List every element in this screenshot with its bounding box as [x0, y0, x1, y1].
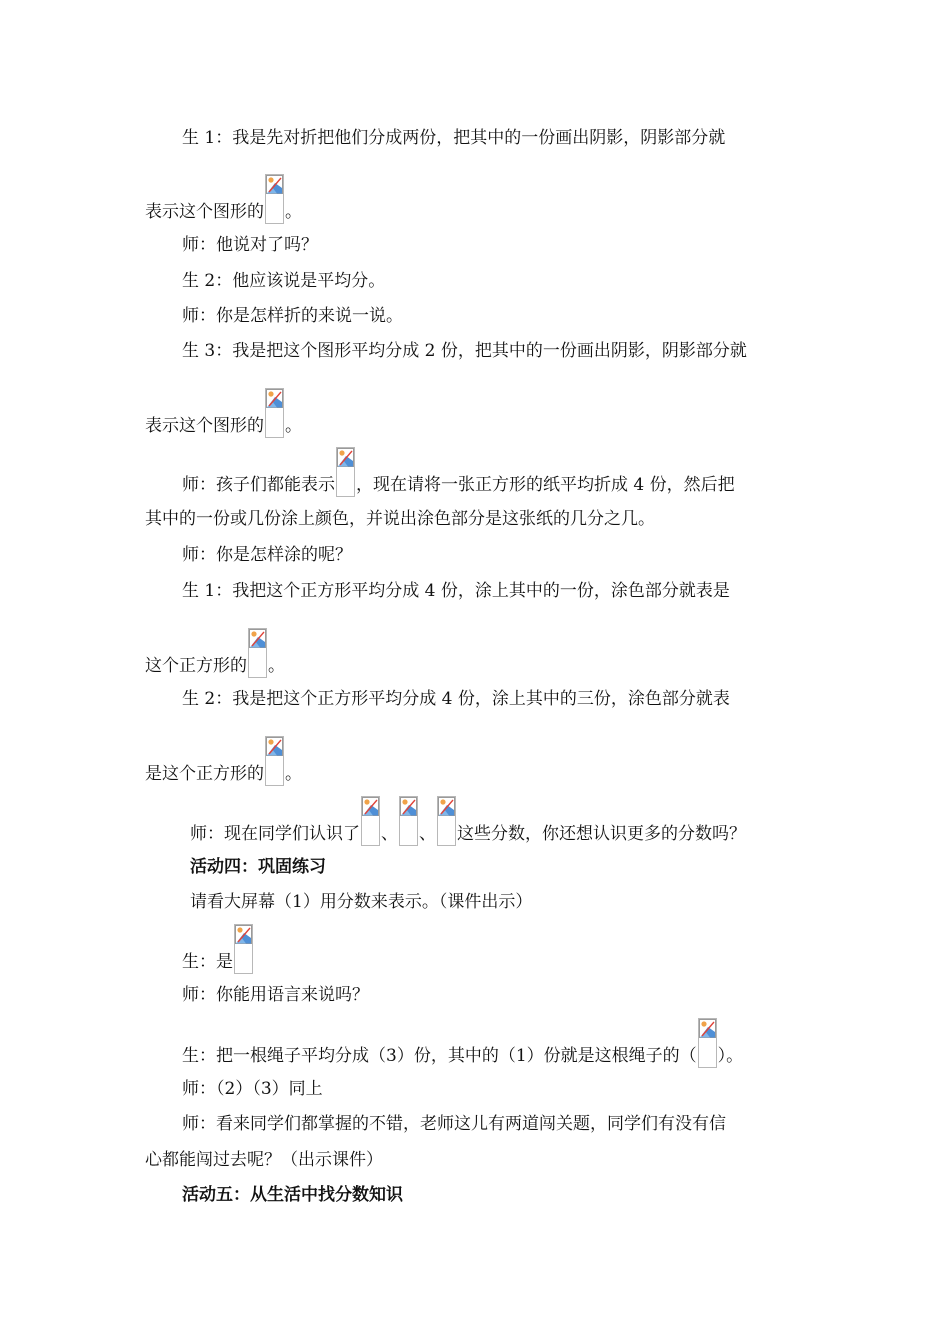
fraction-image-icon	[265, 736, 284, 786]
line-text-before: 师：现在同学们认识了	[190, 824, 360, 844]
paragraph-line-19: 师：你能用语言来说吗？	[182, 985, 369, 1005]
line-text-after: ，现在请将一张正方形的纸平均折成 4 份，然后把	[356, 475, 735, 495]
paragraph-line-20	[182, 1018, 743, 1068]
paragraph-line-23: 心都能闯过去呢？（出示课件）	[145, 1150, 383, 1170]
separator: 、	[381, 824, 398, 844]
fraction-image-icon	[265, 174, 284, 224]
line-text-before: 是这个正方形的	[145, 764, 264, 784]
line-text-after: 。	[268, 656, 285, 676]
paragraph-line-15	[190, 796, 746, 846]
paragraph-line-8	[182, 447, 735, 497]
paragraph-line-17: 请看大屏幕（1）用分数来表示。（课件出示）	[190, 892, 533, 912]
paragraph-line-6: 生 3：我是把这个图形平均分成 2 份，把其中的一份画出阴影，阴影部分就	[182, 341, 747, 361]
section-heading-activity-5: 活动五：从生活中找分数知识	[182, 1185, 403, 1205]
fraction-image-icon	[361, 796, 380, 846]
line-text-after: 这些分数，你还想认识更多的分数吗？	[457, 824, 746, 844]
paragraph-line-11: 生 1：我把这个正方形平均分成 4 份，涂上其中的一份，涂色部分就表是	[182, 581, 730, 601]
paragraph-line-7	[145, 388, 302, 438]
fraction-image-icon	[265, 388, 284, 438]
line-text-before: 师：孩子们都能表示	[182, 475, 335, 495]
line-text-before: 生：是	[182, 952, 233, 972]
fraction-image-icon	[399, 796, 418, 846]
paragraph-line-1: 生 1：我是先对折把他们分成两份，把其中的一份画出阴影，阴影部分就	[182, 128, 726, 148]
line-text-before: 表示这个图形的	[145, 202, 264, 222]
line-text-before: 表示这个图形的	[145, 416, 264, 436]
paragraph-line-10: 师：你是怎样涂的呢？	[182, 545, 352, 565]
paragraph-line-5: 师：你是怎样折的来说一说。	[182, 306, 403, 326]
paragraph-line-12	[145, 628, 285, 678]
line-text-after: ）。	[717, 1046, 744, 1066]
paragraph-line-21: 师：（2）（3）同上	[182, 1079, 323, 1099]
separator: 、	[419, 824, 436, 844]
fraction-image-icon	[698, 1018, 717, 1068]
fraction-image-icon	[234, 924, 253, 974]
fraction-image-icon	[437, 796, 456, 846]
line-text-after: 。	[285, 416, 302, 436]
paragraph-line-4: 生 2：他应该说是平均分。	[182, 271, 386, 291]
fraction-image-icon	[336, 447, 355, 497]
fraction-image-icon	[248, 628, 267, 678]
paragraph-line-14	[145, 736, 302, 786]
paragraph-line-13: 生 2：我是把这个正方形平均分成 4 份，涂上其中的三份，涂色部分就表	[182, 689, 730, 709]
paragraph-line-22: 师：看来同学们都掌握的不错，老师这儿有两道闯关题，同学们有没有信	[182, 1114, 726, 1134]
line-text-before: 这个正方形的	[145, 656, 247, 676]
section-heading-activity-4: 活动四：巩固练习	[190, 857, 326, 877]
paragraph-line-9: 其中的一份或几份涂上颜色，并说出涂色部分是这张纸的几分之几。	[145, 509, 655, 529]
line-text-before: 生：把一根绳子平均分成（3）份，其中的（1）份就是这根绳子的（	[182, 1046, 697, 1066]
line-text-after: 。	[285, 764, 302, 784]
paragraph-line-3: 师：他说对了吗？	[182, 235, 318, 255]
line-text-after: 。	[285, 202, 302, 222]
paragraph-line-2	[145, 174, 302, 224]
paragraph-line-18	[182, 924, 254, 974]
